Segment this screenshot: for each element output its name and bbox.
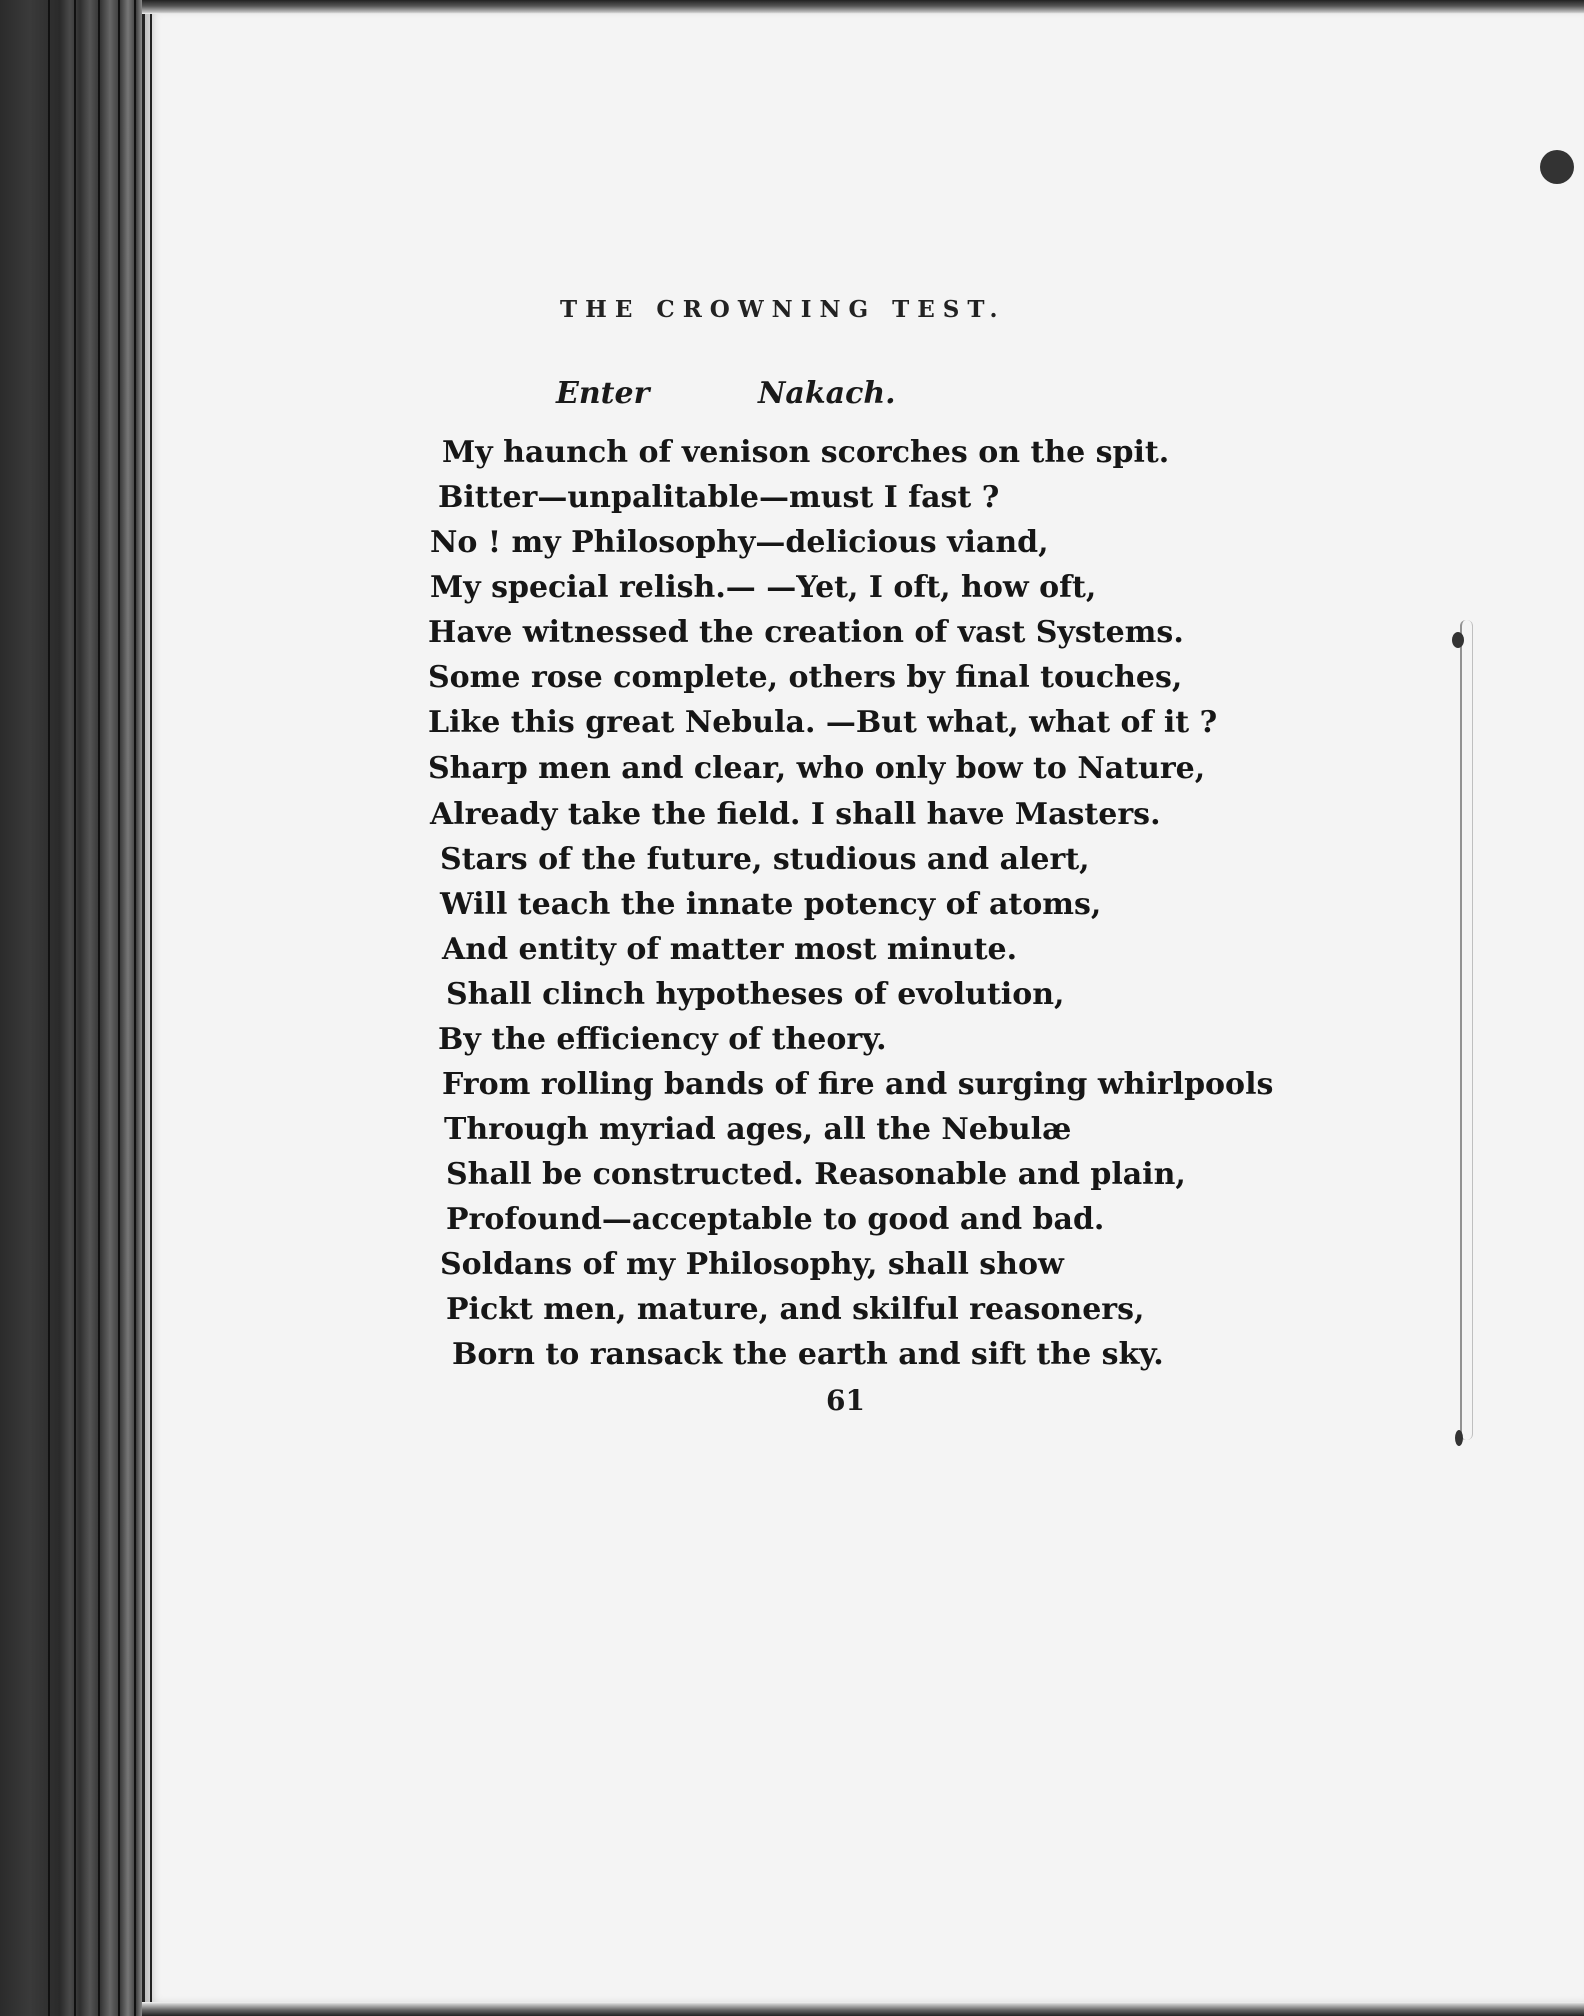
page-number: 61 xyxy=(826,1384,865,1417)
verse-line: Like this great Nebula. —But what, what of it ? xyxy=(428,705,1218,740)
verse-line: By the efficiency of theory. xyxy=(438,1022,887,1057)
page-top-edge xyxy=(142,0,1584,14)
verse-line: Profound—acceptable to good and bad. xyxy=(446,1202,1105,1237)
verse-line: Already take the field. I shall have Masters. xyxy=(430,797,1161,832)
page-gutter-line xyxy=(150,8,152,2006)
page-edge-line xyxy=(98,0,100,2016)
verse-line: Some rose complete, others by final touches, xyxy=(428,660,1183,695)
verse-line: Stars of the future, studious and alert, xyxy=(440,842,1090,877)
verse-line: Shall be constructed. Reasonable and plain, xyxy=(446,1157,1186,1192)
verse-line: My haunch of venison scorches on the spit. xyxy=(442,435,1170,470)
ink-speck xyxy=(1452,632,1464,648)
verse-line: Through myriad ages, all the Nebulæ xyxy=(444,1112,1072,1147)
stage-direction-enter: Enter xyxy=(556,376,650,411)
running-head: THE CROWNING TEST. xyxy=(560,296,1006,323)
page-bottom-edge xyxy=(142,2002,1584,2016)
verse-line: Born to ransack the earth and sift the sky. xyxy=(452,1337,1164,1372)
page-edge-line xyxy=(118,0,120,2016)
verse-line: From rolling bands of fire and surging whirlpools xyxy=(442,1067,1274,1102)
verse-line: Sharp men and clear, who only bow to Nature, xyxy=(428,751,1206,786)
verse-line: Will teach the innate potency of atoms, xyxy=(440,887,1102,922)
verse-line: Shall clinch hypotheses of evolution, xyxy=(446,977,1065,1012)
verse-line: My special relish.— —Yet, I oft, how oft, xyxy=(430,570,1097,605)
ink-blot xyxy=(1540,150,1574,184)
page-stack-edges xyxy=(0,0,160,2016)
page-edge-line xyxy=(74,0,76,2016)
verse-line: No ! my Philosophy—delicious viand, xyxy=(430,525,1049,560)
ink-speck xyxy=(1455,1430,1463,1446)
verse-line: Soldans of my Philosophy, shall show xyxy=(440,1247,1064,1282)
verse-line: Bitter—unpalitable—must I fast ? xyxy=(438,480,1000,515)
verse-line: Pickt men, mature, and skilful reasoners, xyxy=(446,1292,1145,1327)
stage-direction-character: Nakach. xyxy=(758,376,896,411)
page-edge-line xyxy=(134,0,136,2016)
page-edge-line xyxy=(48,0,50,2016)
verse-line: Have witnessed the creation of vast Systems. xyxy=(428,615,1184,650)
verse-line: And entity of matter most minute. xyxy=(442,932,1018,967)
page-crease xyxy=(1460,620,1473,1440)
